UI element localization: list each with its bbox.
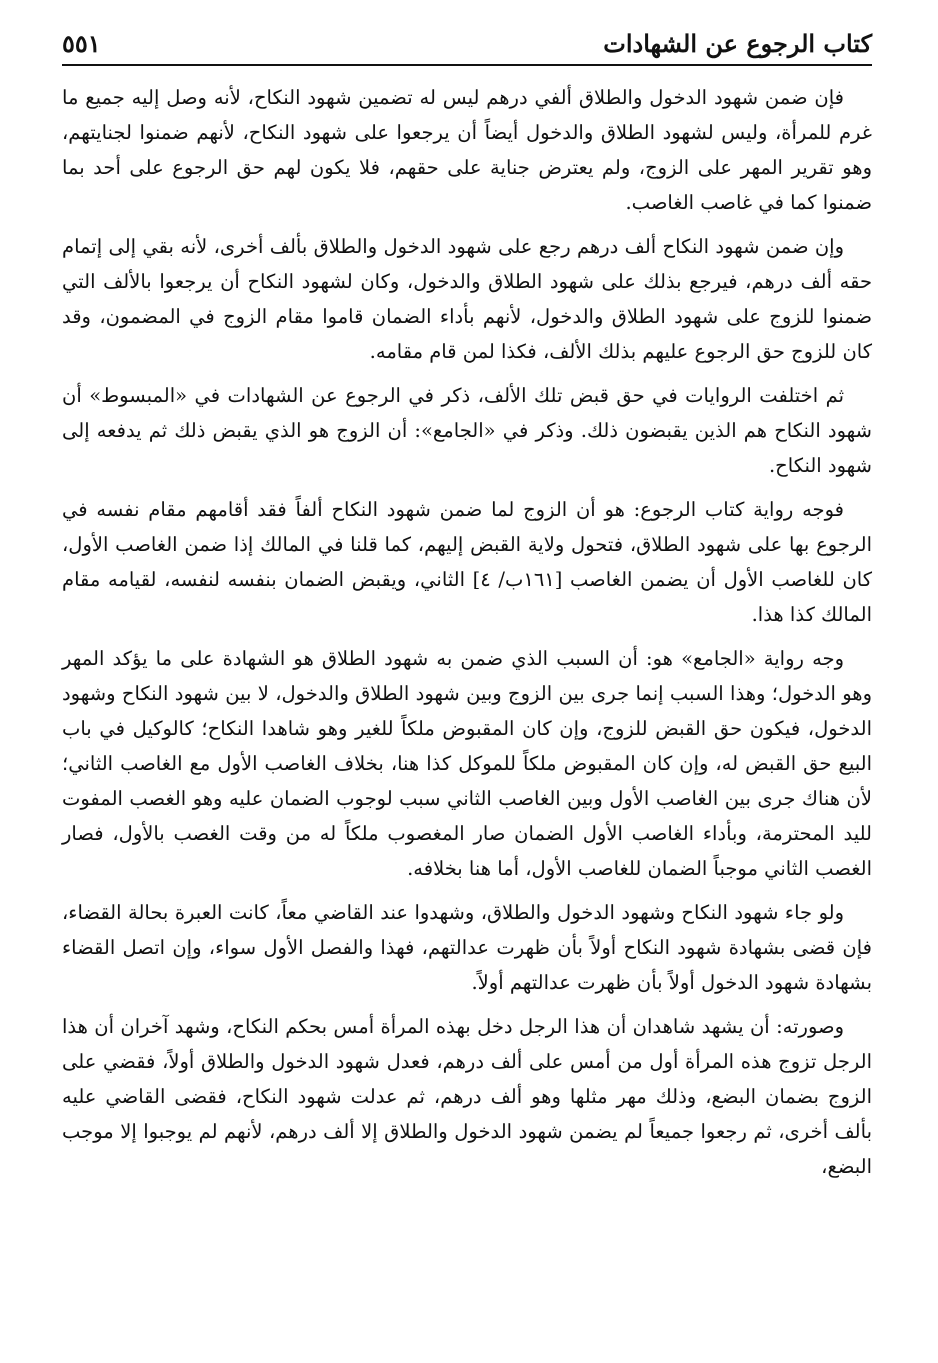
paragraph: وإن ضمن شهود النكاح ألف درهم رجع على شهود الدخول والطلاق بألف أخرى، لأنه بقي إلى إتمام حقه ألف درهم، فيرجع بذلك على شهود الطلاق والدخول، وكان لشهود النكاح أن يرجعوا بالألف التي ضمنوا للزوج على شهود الطلاق والدخول، لأنهم بأداء الضمان قاموا مقام الزوج في المضمون، وقد كان للزوج حق الرجوع عليهم بذلك الألف، فكذا لمن قام مقامه. — [62, 235, 872, 363]
paragraph: وصورته: أن يشهد شاهدان أن هذا الرجل دخل بهذه المرأة أمس بحكم النكاح، وشهد آخران أن هذا الرجل تزوج هذه المرأة أول من أمس على ألف درهم، فعدل شهود الدخول والطلاق أولاً، فقضي على الزوج بضمان البضع، وذلك مهر مثلها وهو ألف درهم، ثم عدلت شهود النكاح، فقضى القاضي عليه بألف أخرى، ثم رجعوا جميعاً لم يضمن شهود الدخول والطلاق إلا ألف درهم، لأنهم لم يوجبوا إلا موجب البضع، — [62, 1015, 872, 1178]
paragraph: وجه رواية «الجامع» هو: أن السبب الذي ضمن به شهود الطلاق هو الشهادة على ما يؤكد المهر وهو الدخول؛ وهذا السبب إنما جرى بين الزوج وبين شهود الطلاق والدخول، لا بين شهود النكاح وشهود الدخول، فيكون حق القبض للزوج، وإن كان المقبوض ملكاً للغير وهو شاهدا النكاح؛ كالوكيل في باب البيع حق القبض له، وإن كان المقبوض ملكاً للموكل كذا هنا، بخلاف الغاصب الأول مع الغاصب الثاني؛ لأن هناك جرى بين الغاصب الأول وبين الغاصب الثاني سبب لوجوب الضمان عليه وهو الغصب المفوت لليد المحترمة، وبأداء الغاصب الأول الضمان صار المغصوب ملكاً له من وقت الغصب بالأول، فصار الغصب الثاني موجباً الضمان للغاصب الأول، أما هنا بخلافه. — [62, 647, 872, 880]
paragraph: فإن ضمن شهود الدخول والطلاق ألفي درهم ليس له تضمين شهود النكاح، لأنه وصل إليه جميع ما غرم للمرأة، وليس لشهود الطلاق والدخول أيضاً أن يرجعوا على شهود النكاح، لأنهم ضمنوا لجنايتهم، وهو تقرير المهر على الزوج، ولم يعترض جناية على حقهم، فلا يكون لهم حق الرجوع على أحد بما ضمنوا كما في غاصب الغاصب. — [62, 86, 872, 214]
paragraph: ولو جاء شهود النكاح وشهود الدخول والطلاق، وشهدوا عند القاضي معاً، كانت العبرة بحالة القضاء، فإن قضى بشهادة شهود النكاح أولاً بأن ظهرت عدالتهم، فهذا والفصل الأول سواء، وإن اتصل القضاء بشهادة شهود الدخول أولاً بأن ظهرت عدالتهم أولاً. — [62, 901, 872, 994]
chapter-title: كتاب الرجوع عن الشهادات — [603, 29, 872, 58]
paragraph: ثم اختلفت الروايات في حق قبض تلك الألف، ذكر في الرجوع عن الشهادات في «المبسوط» أن شهود النكاح هم الذين يقبضون ذلك. وذكر في «الجامع»: أن الزوج هو الذي يقبض ذلك ثم يدفعه إلى شهود النكاح. — [62, 384, 872, 477]
page-body — [62, 80, 872, 1184]
page-number: ٥٥١ — [62, 29, 101, 58]
paragraph: فوجه رواية كتاب الرجوع: هو أن الزوج لما ضمن شهود النكاح ألفاً فقد أقامهم مقام نفسه في الرجوع بها على شهود الطلاق، فتحول ولاية القبض إليهم، كما قلنا في المالك إذا ضمن الغاصب الأول، كان للغاصب الأول أن يضمن الغاصب [١٦١ب/ ٤] الثاني، ويقبض الضمان بنفسه لنفسه، لقيامه مقام المالك كذا هذا. — [62, 498, 872, 626]
document-page — [62, 28, 872, 1193]
page-header — [62, 28, 872, 66]
